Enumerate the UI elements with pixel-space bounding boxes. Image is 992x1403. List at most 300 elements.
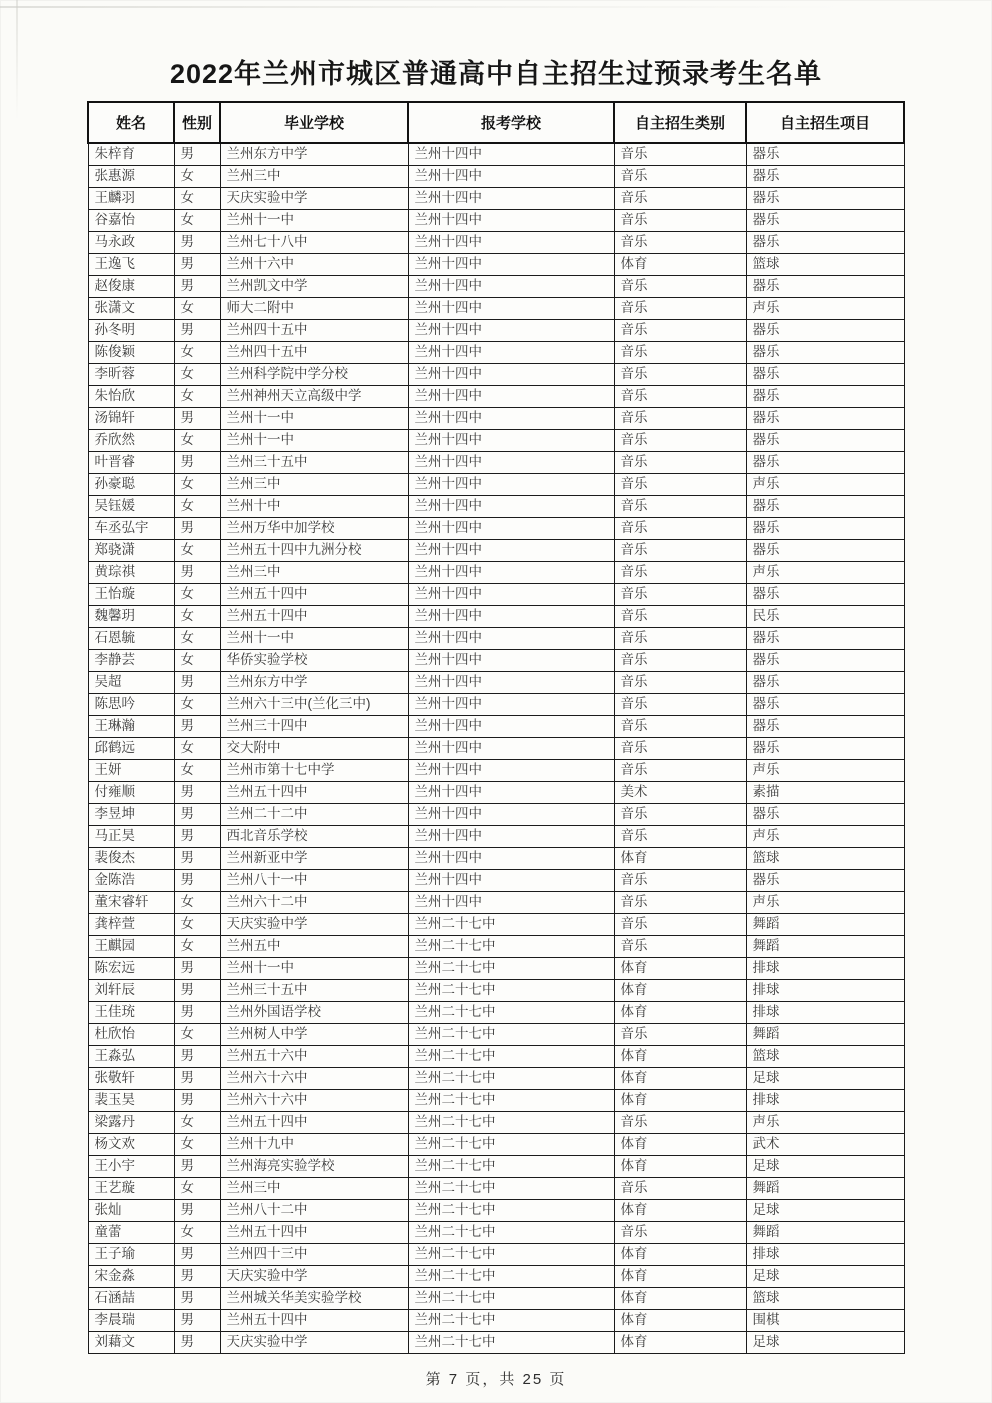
cell-gender: 男	[174, 1046, 220, 1068]
cell-enrollment-project: 民乐	[746, 606, 904, 628]
cell-gender: 女	[174, 914, 220, 936]
cell-name: 李昱坤	[88, 804, 174, 826]
cell-applied-school: 兰州二十七中	[408, 914, 614, 936]
cell-applied-school: 兰州十四中	[408, 254, 614, 276]
cell-graduating-school: 兰州五十四中	[220, 606, 408, 628]
cell-enrollment-category: 体育	[614, 1244, 746, 1266]
cell-enrollment-category: 音乐	[614, 143, 746, 166]
cell-enrollment-category: 音乐	[614, 342, 746, 364]
cell-gender: 男	[174, 980, 220, 1002]
cell-enrollment-category: 音乐	[614, 276, 746, 298]
cell-name: 王小宇	[88, 1156, 174, 1178]
table-row	[88, 672, 904, 694]
table-row	[88, 540, 904, 562]
cell-applied-school: 兰州十四中	[408, 232, 614, 254]
cell-name: 谷嘉怡	[88, 210, 174, 232]
cell-enrollment-category: 音乐	[614, 672, 746, 694]
cell-enrollment-category: 音乐	[614, 1178, 746, 1200]
cell-enrollment-project: 器乐	[746, 694, 904, 716]
cell-enrollment-project: 器乐	[746, 143, 904, 166]
cell-name: 王艺璇	[88, 1178, 174, 1200]
cell-name: 马正昊	[88, 826, 174, 848]
cell-gender: 男	[174, 958, 220, 980]
cell-applied-school: 兰州十四中	[408, 892, 614, 914]
cell-applied-school: 兰州十四中	[408, 584, 614, 606]
cell-name: 梁露丹	[88, 1112, 174, 1134]
cell-name: 宋金淼	[88, 1266, 174, 1288]
cell-graduating-school: 兰州五十四中九洲分校	[220, 540, 408, 562]
table-row	[88, 1266, 904, 1288]
column-header-name: 姓名	[88, 102, 174, 143]
cell-applied-school: 兰州十四中	[408, 694, 614, 716]
cell-graduating-school: 天庆实验中学	[220, 188, 408, 210]
table-row	[88, 980, 904, 1002]
cell-enrollment-category: 音乐	[614, 298, 746, 320]
cell-name: 金陈浩	[88, 870, 174, 892]
cell-enrollment-category: 音乐	[614, 188, 746, 210]
cell-enrollment-category: 音乐	[614, 870, 746, 892]
cell-graduating-school: 兰州七十八中	[220, 232, 408, 254]
cell-name: 刘藉文	[88, 1332, 174, 1354]
cell-graduating-school: 兰州三中	[220, 166, 408, 188]
cell-graduating-school: 兰州六十三中(兰化三中)	[220, 694, 408, 716]
table-row	[88, 1178, 904, 1200]
table-row	[88, 143, 904, 166]
cell-name: 乔欣然	[88, 430, 174, 452]
table-row	[88, 1332, 904, 1354]
table-row	[88, 496, 904, 518]
cell-applied-school: 兰州二十七中	[408, 980, 614, 1002]
cell-enrollment-project: 器乐	[746, 232, 904, 254]
table-row	[88, 826, 904, 848]
cell-enrollment-project: 器乐	[746, 364, 904, 386]
cell-enrollment-category: 音乐	[614, 738, 746, 760]
cell-name: 王麟羽	[88, 188, 174, 210]
cell-enrollment-category: 音乐	[614, 166, 746, 188]
cell-enrollment-category: 音乐	[614, 496, 746, 518]
cell-enrollment-project: 器乐	[746, 672, 904, 694]
cell-enrollment-project: 排球	[746, 980, 904, 1002]
cell-enrollment-category: 体育	[614, 958, 746, 980]
cell-name: 王琳瀚	[88, 716, 174, 738]
cell-gender: 男	[174, 562, 220, 584]
cell-applied-school: 兰州二十七中	[408, 936, 614, 958]
cell-applied-school: 兰州二十七中	[408, 1288, 614, 1310]
cell-graduating-school: 兰州十六中	[220, 254, 408, 276]
cell-name: 王怡璇	[88, 584, 174, 606]
cell-enrollment-category: 音乐	[614, 562, 746, 584]
cell-applied-school: 兰州十四中	[408, 342, 614, 364]
cell-name: 裴玉昊	[88, 1090, 174, 1112]
cell-applied-school: 兰州十四中	[408, 540, 614, 562]
cell-applied-school: 兰州十四中	[408, 210, 614, 232]
cell-graduating-school: 兰州五十四中	[220, 1112, 408, 1134]
cell-graduating-school: 兰州海亮实验学校	[220, 1156, 408, 1178]
cell-graduating-school: 兰州四十五中	[220, 342, 408, 364]
cell-graduating-school: 兰州六十二中	[220, 892, 408, 914]
cell-enrollment-category: 音乐	[614, 650, 746, 672]
cell-applied-school: 兰州十四中	[408, 782, 614, 804]
cell-applied-school: 兰州十四中	[408, 848, 614, 870]
cell-enrollment-project: 篮球	[746, 848, 904, 870]
cell-applied-school: 兰州二十七中	[408, 1068, 614, 1090]
cell-enrollment-project: 器乐	[746, 210, 904, 232]
cell-enrollment-category: 体育	[614, 1046, 746, 1068]
cell-gender: 男	[174, 870, 220, 892]
cell-gender: 男	[174, 1002, 220, 1024]
cell-graduating-school: 天庆实验中学	[220, 1332, 408, 1354]
table-row	[88, 694, 904, 716]
cell-enrollment-project: 篮球	[746, 254, 904, 276]
cell-graduating-school: 兰州六十六中	[220, 1090, 408, 1112]
table-row	[88, 1090, 904, 1112]
cell-enrollment-project: 声乐	[746, 1112, 904, 1134]
cell-gender: 男	[174, 782, 220, 804]
cell-gender: 女	[174, 694, 220, 716]
cell-enrollment-category: 体育	[614, 1090, 746, 1112]
cell-gender: 男	[174, 143, 220, 166]
table-row	[88, 408, 904, 430]
table-row	[88, 1112, 904, 1134]
cell-applied-school: 兰州二十七中	[408, 958, 614, 980]
table-row	[88, 870, 904, 892]
cell-graduating-school: 兰州十一中	[220, 628, 408, 650]
table-row	[88, 1288, 904, 1310]
page-title: 2022年兰州市城区普通高中自主招生过预录考生名单	[169, 59, 823, 89]
cell-applied-school: 兰州二十七中	[408, 1222, 614, 1244]
cell-enrollment-category: 体育	[614, 980, 746, 1002]
scan-artifact-top	[0, 6, 992, 8]
cell-name: 张敬轩	[88, 1068, 174, 1090]
cell-applied-school: 兰州十四中	[408, 672, 614, 694]
table-row	[88, 342, 904, 364]
cell-graduating-school: 兰州二十二中	[220, 804, 408, 826]
table-row	[88, 650, 904, 672]
cell-gender: 男	[174, 826, 220, 848]
cell-enrollment-category: 体育	[614, 1134, 746, 1156]
cell-applied-school: 兰州二十七中	[408, 1332, 614, 1354]
cell-enrollment-category: 体育	[614, 1200, 746, 1222]
cell-name: 魏馨玥	[88, 606, 174, 628]
cell-enrollment-project: 器乐	[746, 738, 904, 760]
cell-applied-school: 兰州十四中	[408, 716, 614, 738]
cell-applied-school: 兰州二十七中	[408, 1002, 614, 1024]
cell-applied-school: 兰州二十七中	[408, 1178, 614, 1200]
cell-enrollment-project: 器乐	[746, 166, 904, 188]
cell-gender: 男	[174, 1200, 220, 1222]
cell-enrollment-category: 音乐	[614, 1222, 746, 1244]
cell-enrollment-category: 音乐	[614, 430, 746, 452]
cell-enrollment-category: 音乐	[614, 518, 746, 540]
table-row	[88, 760, 904, 782]
cell-applied-school: 兰州十四中	[408, 386, 614, 408]
cell-name: 王麒园	[88, 936, 174, 958]
cell-gender: 女	[174, 298, 220, 320]
cell-enrollment-category: 音乐	[614, 694, 746, 716]
cell-enrollment-category: 体育	[614, 848, 746, 870]
cell-name: 李晨瑞	[88, 1310, 174, 1332]
table-row	[88, 452, 904, 474]
cell-enrollment-project: 器乐	[746, 650, 904, 672]
cell-enrollment-project: 排球	[746, 1090, 904, 1112]
cell-gender: 男	[174, 518, 220, 540]
table-row	[88, 474, 904, 496]
cell-applied-school: 兰州十四中	[408, 408, 614, 430]
table-row	[88, 188, 904, 210]
cell-applied-school: 兰州十四中	[408, 166, 614, 188]
table-row	[88, 914, 904, 936]
cell-enrollment-project: 器乐	[746, 716, 904, 738]
cell-name: 龚梓萱	[88, 914, 174, 936]
cell-graduating-school: 兰州十一中	[220, 430, 408, 452]
cell-enrollment-project: 声乐	[746, 562, 904, 584]
cell-enrollment-category: 音乐	[614, 408, 746, 430]
table-row	[88, 276, 904, 298]
cell-graduating-school: 兰州八十二中	[220, 1200, 408, 1222]
cell-graduating-school: 兰州四十三中	[220, 1244, 408, 1266]
cell-graduating-school: 西北音乐学校	[220, 826, 408, 848]
cell-gender: 女	[174, 738, 220, 760]
cell-applied-school: 兰州十四中	[408, 606, 614, 628]
cell-enrollment-project: 器乐	[746, 452, 904, 474]
cell-enrollment-project: 舞蹈	[746, 936, 904, 958]
cell-enrollment-project: 足球	[746, 1068, 904, 1090]
cell-applied-school: 兰州二十七中	[408, 1112, 614, 1134]
table-row	[88, 1200, 904, 1222]
cell-enrollment-category: 美术	[614, 782, 746, 804]
cell-gender: 男	[174, 320, 220, 342]
cell-gender: 女	[174, 760, 220, 782]
table-row	[88, 1244, 904, 1266]
cell-applied-school: 兰州十四中	[408, 452, 614, 474]
cell-gender: 女	[174, 1178, 220, 1200]
cell-applied-school: 兰州十四中	[408, 628, 614, 650]
cell-gender: 女	[174, 474, 220, 496]
cell-enrollment-category: 音乐	[614, 628, 746, 650]
cell-enrollment-category: 体育	[614, 1288, 746, 1310]
cell-graduating-school: 兰州新亚中学	[220, 848, 408, 870]
cell-applied-school: 兰州十四中	[408, 188, 614, 210]
cell-gender: 女	[174, 540, 220, 562]
table-header-row	[88, 102, 904, 143]
cell-enrollment-project: 舞蹈	[746, 914, 904, 936]
cell-applied-school: 兰州十四中	[408, 562, 614, 584]
cell-enrollment-category: 体育	[614, 1156, 746, 1178]
cell-name: 叶晋睿	[88, 452, 174, 474]
table-row	[88, 320, 904, 342]
cell-graduating-school: 兰州五十六中	[220, 1046, 408, 1068]
cell-enrollment-category: 音乐	[614, 386, 746, 408]
table-row	[88, 716, 904, 738]
table-row	[88, 232, 904, 254]
cell-gender: 男	[174, 672, 220, 694]
cell-enrollment-project: 足球	[746, 1156, 904, 1178]
cell-enrollment-project: 器乐	[746, 342, 904, 364]
cell-enrollment-category: 音乐	[614, 1112, 746, 1134]
cell-graduating-school: 交大附中	[220, 738, 408, 760]
cell-enrollment-project: 武术	[746, 1134, 904, 1156]
cell-name: 邱鹤远	[88, 738, 174, 760]
cell-enrollment-project: 足球	[746, 1200, 904, 1222]
cell-graduating-school: 兰州五十四中	[220, 1222, 408, 1244]
table-row	[88, 782, 904, 804]
cell-name: 张灿	[88, 1200, 174, 1222]
table-row	[88, 1024, 904, 1046]
cell-name: 王逸飞	[88, 254, 174, 276]
cell-graduating-school: 兰州城关华美实验学校	[220, 1288, 408, 1310]
cell-graduating-school: 师大二附中	[220, 298, 408, 320]
cell-enrollment-project: 足球	[746, 1332, 904, 1354]
table-row	[88, 848, 904, 870]
cell-graduating-school: 兰州五十四中	[220, 782, 408, 804]
cell-enrollment-category: 音乐	[614, 760, 746, 782]
cell-applied-school: 兰州二十七中	[408, 1046, 614, 1068]
table-row	[88, 1156, 904, 1178]
cell-applied-school: 兰州十四中	[408, 364, 614, 386]
cell-name: 黄琮祺	[88, 562, 174, 584]
table-row	[88, 1002, 904, 1024]
cell-name: 陈思吟	[88, 694, 174, 716]
cell-graduating-school: 兰州五十四中	[220, 584, 408, 606]
cell-name: 孙豪聪	[88, 474, 174, 496]
cell-name: 李昕蓉	[88, 364, 174, 386]
table-row	[88, 936, 904, 958]
cell-gender: 男	[174, 1244, 220, 1266]
cell-applied-school: 兰州十四中	[408, 143, 614, 166]
cell-applied-school: 兰州二十七中	[408, 1090, 614, 1112]
cell-enrollment-project: 声乐	[746, 826, 904, 848]
cell-graduating-school: 天庆实验中学	[220, 914, 408, 936]
cell-name: 陈宏远	[88, 958, 174, 980]
cell-enrollment-project: 素描	[746, 782, 904, 804]
table-row	[88, 628, 904, 650]
cell-enrollment-category: 音乐	[614, 320, 746, 342]
cell-enrollment-category: 音乐	[614, 804, 746, 826]
cell-gender: 女	[174, 166, 220, 188]
cell-name: 陈俊颖	[88, 342, 174, 364]
cell-gender: 男	[174, 408, 220, 430]
cell-enrollment-project: 排球	[746, 958, 904, 980]
cell-gender: 男	[174, 804, 220, 826]
student-roster-table	[87, 101, 905, 1354]
cell-gender: 男	[174, 1332, 220, 1354]
cell-enrollment-project: 器乐	[746, 386, 904, 408]
cell-enrollment-project: 舞蹈	[746, 1178, 904, 1200]
cell-name: 石涵喆	[88, 1288, 174, 1310]
cell-gender: 男	[174, 848, 220, 870]
cell-enrollment-category: 音乐	[614, 914, 746, 936]
cell-gender: 男	[174, 716, 220, 738]
cell-enrollment-project: 声乐	[746, 760, 904, 782]
table-row	[88, 1222, 904, 1244]
table-row	[88, 958, 904, 980]
cell-enrollment-project: 器乐	[746, 584, 904, 606]
cell-enrollment-category: 音乐	[614, 606, 746, 628]
table-row	[88, 386, 904, 408]
cell-name: 王子瑜	[88, 1244, 174, 1266]
cell-gender: 女	[174, 1024, 220, 1046]
cell-enrollment-category: 音乐	[614, 364, 746, 386]
table-row	[88, 1046, 904, 1068]
cell-name: 朱梓育	[88, 143, 174, 166]
cell-enrollment-project: 篮球	[746, 1288, 904, 1310]
cell-name: 吴钰媛	[88, 496, 174, 518]
cell-gender: 女	[174, 584, 220, 606]
cell-applied-school: 兰州二十七中	[408, 1024, 614, 1046]
column-header-gender: 性别	[174, 102, 220, 143]
cell-name: 童蕾	[88, 1222, 174, 1244]
table-row	[88, 738, 904, 760]
table-row	[88, 298, 904, 320]
cell-graduating-school: 兰州五中	[220, 936, 408, 958]
cell-gender: 男	[174, 276, 220, 298]
cell-applied-school: 兰州二十七中	[408, 1266, 614, 1288]
cell-enrollment-category: 音乐	[614, 716, 746, 738]
cell-gender: 女	[174, 1222, 220, 1244]
cell-gender: 男	[174, 1266, 220, 1288]
cell-enrollment-project: 器乐	[746, 430, 904, 452]
cell-name: 张潇文	[88, 298, 174, 320]
cell-enrollment-category: 音乐	[614, 892, 746, 914]
cell-applied-school: 兰州二十七中	[408, 1156, 614, 1178]
cell-graduating-school: 兰州三中	[220, 474, 408, 496]
cell-applied-school: 兰州十四中	[408, 320, 614, 342]
cell-applied-school: 兰州二十七中	[408, 1134, 614, 1156]
cell-name: 吴超	[88, 672, 174, 694]
cell-enrollment-project: 围棋	[746, 1310, 904, 1332]
cell-enrollment-category: 体育	[614, 254, 746, 276]
column-header-enrollment-project: 自主招生项目	[746, 102, 904, 143]
table-row	[88, 254, 904, 276]
cell-applied-school: 兰州十四中	[408, 870, 614, 892]
cell-enrollment-category: 音乐	[614, 474, 746, 496]
cell-enrollment-project: 排球	[746, 1244, 904, 1266]
cell-enrollment-project: 器乐	[746, 628, 904, 650]
cell-enrollment-project: 声乐	[746, 892, 904, 914]
table-row	[88, 1068, 904, 1090]
cell-enrollment-project: 器乐	[746, 408, 904, 430]
cell-name: 刘轩辰	[88, 980, 174, 1002]
cell-applied-school: 兰州二十七中	[408, 1244, 614, 1266]
cell-applied-school: 兰州十四中	[408, 650, 614, 672]
cell-graduating-school: 兰州科学院中学分校	[220, 364, 408, 386]
cell-graduating-school: 兰州市第十七中学	[220, 760, 408, 782]
cell-gender: 女	[174, 606, 220, 628]
cell-gender: 男	[174, 232, 220, 254]
cell-name: 石恩毓	[88, 628, 174, 650]
cell-enrollment-project: 器乐	[746, 518, 904, 540]
cell-enrollment-category: 音乐	[614, 1024, 746, 1046]
cell-enrollment-category: 音乐	[614, 826, 746, 848]
cell-name: 车丞弘宇	[88, 518, 174, 540]
cell-graduating-school: 兰州东方中学	[220, 672, 408, 694]
cell-gender: 女	[174, 936, 220, 958]
cell-gender: 男	[174, 1068, 220, 1090]
cell-applied-school: 兰州十四中	[408, 496, 614, 518]
cell-enrollment-category: 体育	[614, 1310, 746, 1332]
cell-name: 赵俊康	[88, 276, 174, 298]
cell-enrollment-project: 排球	[746, 1002, 904, 1024]
cell-name: 孙冬明	[88, 320, 174, 342]
cell-applied-school: 兰州十四中	[408, 276, 614, 298]
cell-graduating-school: 兰州神州天立高级中学	[220, 386, 408, 408]
cell-gender: 女	[174, 650, 220, 672]
cell-enrollment-project: 声乐	[746, 474, 904, 496]
cell-graduating-school: 兰州三十四中	[220, 716, 408, 738]
cell-enrollment-project: 器乐	[746, 496, 904, 518]
cell-name: 杜欣怡	[88, 1024, 174, 1046]
cell-enrollment-project: 器乐	[746, 804, 904, 826]
